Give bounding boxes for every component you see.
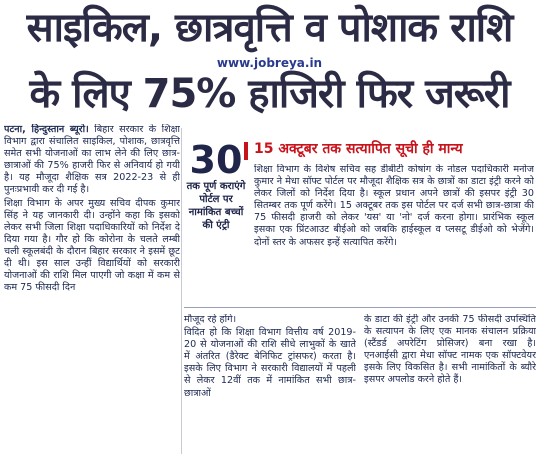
subhead-accent-bar: [244, 142, 248, 160]
highlight-box: [184, 140, 248, 305]
left-paragraph-1: [4, 124, 180, 197]
highlight-caption: तक पूर्ण कराएंगे पोर्टल पर नामांकित बच्चों की एंट्री: [186, 181, 246, 231]
highlight-number: 30: [189, 138, 243, 182]
right-column: [364, 314, 536, 454]
dateline: पटना, हिन्दुस्तान ब्यूरो।: [4, 124, 89, 135]
middle-paragraph-2: विदित हो कि शिक्षा विभाग वित्तीय वर्ष 2019-20 से योजनाओं की राशि सीधे लाभुकों के खाते में अंतरित (डैरेक्ट बेनिफिट ट्रांसफर) करता है। इसके लिए विभाग ने सरकारी विद्यालयों में पहली से लेकर 12वीं तक में नामांकित सभी छात्र-छात्राओं: [184, 327, 356, 399]
right-paragraph-1: के डाटा की इंट्री और उनकी 75 फीसदी उपस्थिति के सत्यापन के लिए एक मानक संचालन प्रक्रिया (स्टैंडर्ड अपरेटिंग प्रोसिजर) बना रखा है। एनआईसी द्वारा मेधा सॉफ्ट नामक एक सॉफ्टवेयर इसके लिए विकसित है। सभी नामांकितों के ब्यौरे इसपर अपलोड करने होते हैं।: [364, 314, 536, 386]
watermark: www.jobreya.in: [216, 56, 323, 70]
headline-line-2: के लिए 75% हाजिरी फिर जरूरी: [29, 71, 510, 117]
box-text: [254, 164, 534, 304]
box-paragraph: शिक्षा विभाग के विशेष सचिव सह डीबीटी कोषांग के नोडल पदाधिकारी मनोज कुमार ने मेधा सॉफ्ट पोर्टल पर मौजूदा शैक्षिक सत्र के छात्रों का डाटा इंट्री करने को लेकर जिलों को निर्देश दिया है। स्कूल प्रधान अपने छात्रों की इसपर इंट्री 30 सितम्बर तक पूर्ण करेंगे। 15 अक्टूबर तक इस पोर्टल पर दर्ज सभी छात्र-छात्रा की 75 फीसदी हाजरी को लेकर 'यस' या 'नो' दर्ज करना होगा। प्रारंभिक स्कूल इसका एक प्रिंटआउट बीईओ को जबकि हाईस्कूल व प्लसटू डीईओ को भेजेंगे। दोनों स्तर के अफसर इन्हें सत्यापित करेंगे।: [254, 164, 534, 248]
box-subhead: 15 अक्टूबर तक सत्यापित सूची ही मान्य: [254, 141, 463, 157]
left-column: [4, 124, 180, 454]
left-paragraph-1-text: बिहार सरकार के शिक्षा विभाग द्वारा संचालित साइकिल, पोशाक, छात्रवृत्ति समेत सभी योजनाओं का लाभ लेने की लिए छात्र-छात्राओं की 75% हाजरी फिर से अनिवार्य हो गयी है। यह मौजूदा शैक्षिक सत्र 2022-23 से ही पुनःप्रभावी कर दी गई है।: [4, 124, 180, 196]
middle-column: [184, 314, 356, 454]
box-divider: [184, 307, 536, 308]
left-paragraph-2: शिक्षा विभाग के अपर मुख्य सचिव दीपक कुमार सिंह ने यह जानकारी दी। उन्होंने कहा कि इसको लेकर सभी जिला शिक्षा पदाधिकारियों को निर्देश दे दिया गया है। गौर हो कि कोरोना के चलते लम्बी चली स्कूलबंदी के दौरान बिहार सरकार ने इसमें छूट दी थी। इस साल उन्हीं विद्यार्थियों को सरकारी योजनाओं की राशि मिल पाएगी जो कक्षा में कम से कम 75 फीसदी दिन: [4, 197, 180, 294]
column-divider: [181, 128, 182, 454]
middle-paragraph-1: मौजूद रहे होंगे।: [184, 314, 237, 325]
headline-line-1: साइकिल, छात्रवृत्ति व पोशाक राशि: [26, 5, 513, 51]
